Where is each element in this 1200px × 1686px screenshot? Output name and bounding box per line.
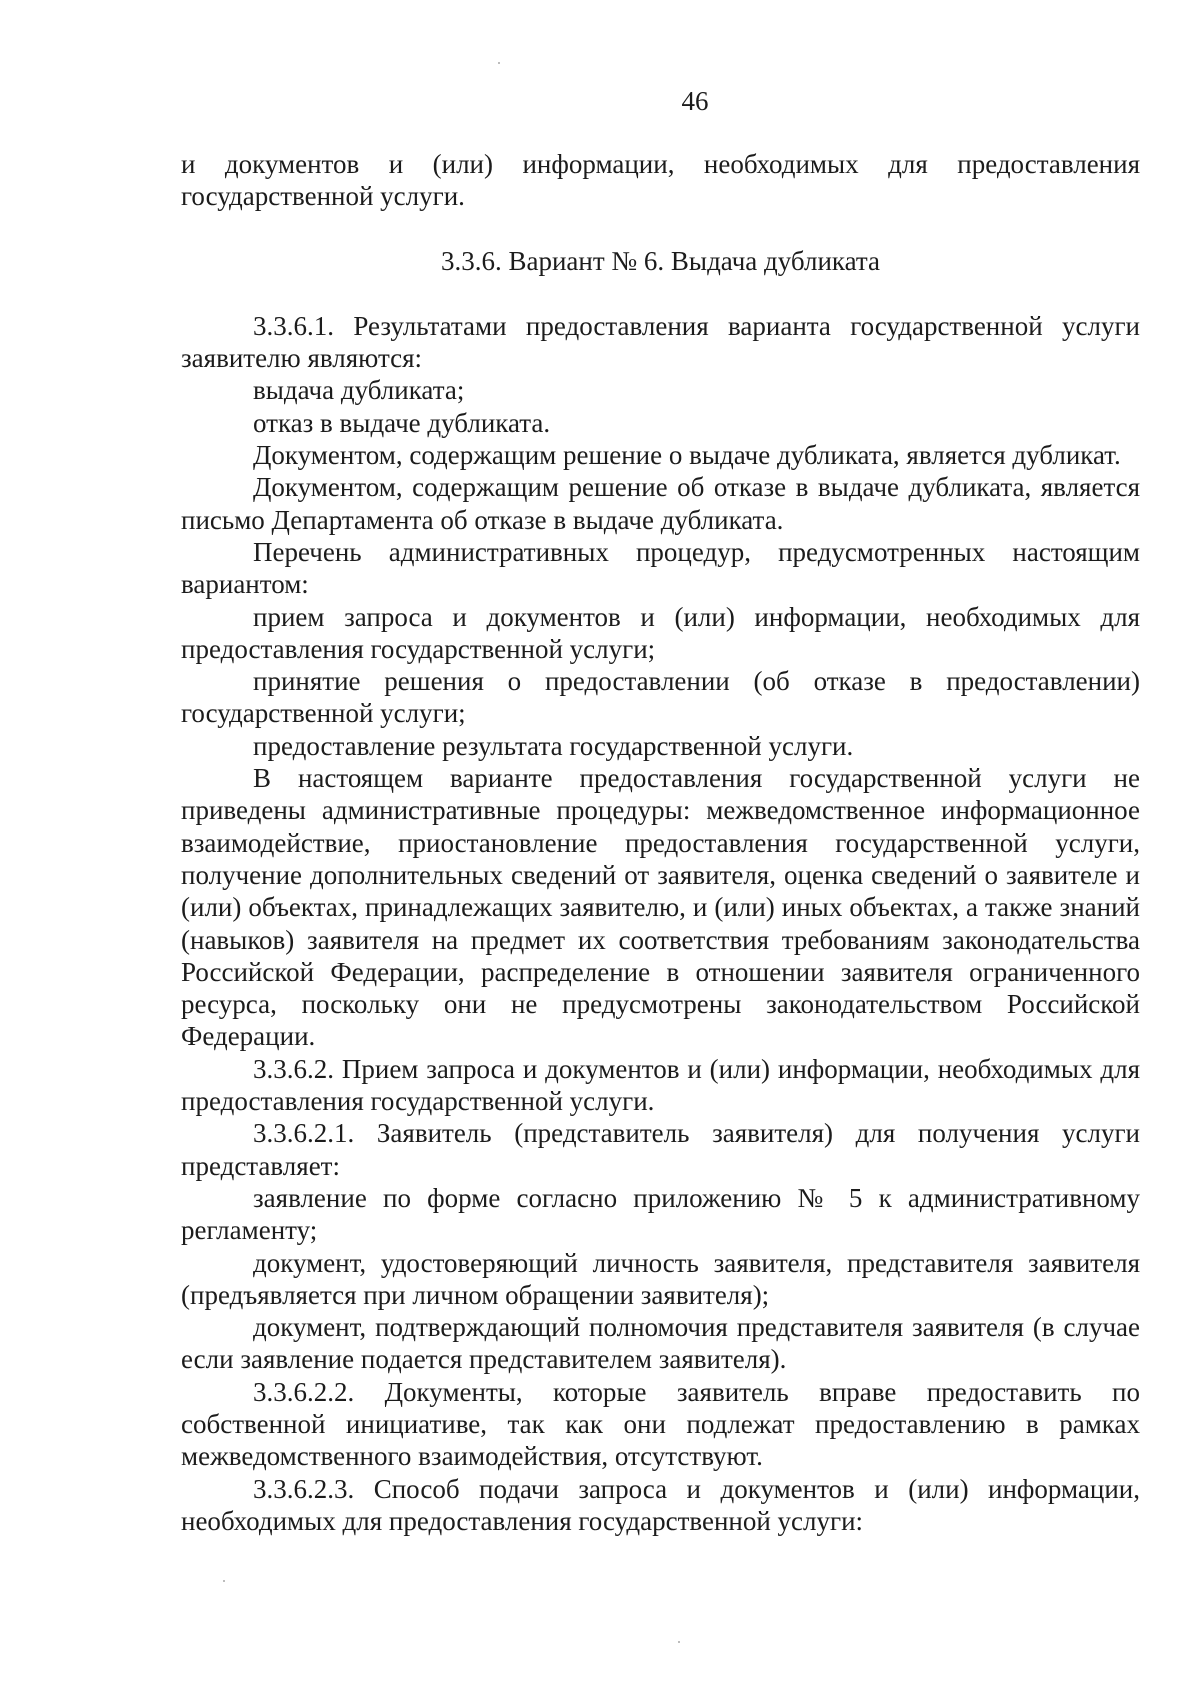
list-item-decision: принятие решения о предоставлении (об отказе в предоставлении) государственной услуги; [181,666,1140,729]
continuation-paragraph: и документов и (или) информации, необходимых для предоставления государственной услуги. [181,149,1140,212]
paragraph-3-3-6-2: 3.3.6.2. Прием запроса и документов и (или) информации, необходимых для предоставления государственной услуги. [181,1053,1140,1117]
list-item-result: предоставление результата государственной услуги. [253,730,854,761]
paragraph-3-3-6-2-3: 3.3.6.2.3. Способ подачи запроса и документов и (или) информации, необходимых для предоставления государственной услуги: [181,1473,1140,1536]
paragraph-3-3-6-2-2: 3.3.6.2.2. Документы, которые заявитель вправе предоставить по собственной инициативе, так как они подлежат предоставлению в рамках межведомственного взаимодействия, отсутствуют. [181,1376,1140,1472]
scan-dot [223,1580,225,1582]
paragraph-document-refusal: Документом, содержащим решение об отказе в выдаче дубликата, является письмо Департамента об отказе в выдаче дубликата. [181,472,1140,535]
paragraph-3-3-6-2-1: 3.3.6.2.1. Заявитель (представитель заявителя) для получения услуги представляет: [181,1118,1140,1181]
scan-dot [498,62,500,64]
document-body [181,148,1140,1537]
paragraph-document-duplicate: Документом, содержащим решение о выдаче дубликата, является дубликат. [253,440,1121,471]
list-item-application-form: заявление по форме согласно приложению № 5 к административному регламенту; [181,1182,1140,1246]
paragraph-not-included-procedures: В настоящем варианте предоставления государственной услуги не приведены административные процедуры: межведомственное информационное взаимодействие, приостановление предоставления государственной услуги, получение дополнительных сведений от заявителя, оценка сведений о заявителе и (или) объектах, принадлежащих заявителю, и (или) иных объектах, а также знаний (навыков) заявителя на предмет их соответствия требованиям законодательства Российской Федерации, распределение в отношении заявителя ограниченного ресурса, поскольку они не предусмотрены законодательством Российской Федерации. [181,763,1140,1052]
list-item-authority-document: документ, подтверждающий полномочия представителя заявителя (в случае если заявление подается представителем заявителя). [181,1312,1140,1375]
paragraph-3-3-6-1: 3.3.6.1. Результатами предоставления варианта государственной услуги заявителю являются: [181,310,1140,374]
section-heading: 3.3.6. Вариант № 6. Выдача дубликата [440,245,880,276]
list-item-identity-document: документ, удостоверяющий личность заявителя, представителя заявителя (предъявляется при личном обращении заявителя); [181,1247,1140,1310]
paragraph-procedures-list: Перечень административных процедур, предусмотренных настоящим вариантом: [181,536,1140,600]
scan-dot [678,1641,680,1643]
list-item-refusal: отказ в выдаче дубликата. [253,407,551,438]
page-number: 46 [681,86,709,116]
list-item-issue-duplicate: выдача дубликата; [253,375,465,406]
list-item-request-intake: прием запроса и документов и (или) информации, необходимых для предоставления государственной услуги; [181,601,1140,664]
